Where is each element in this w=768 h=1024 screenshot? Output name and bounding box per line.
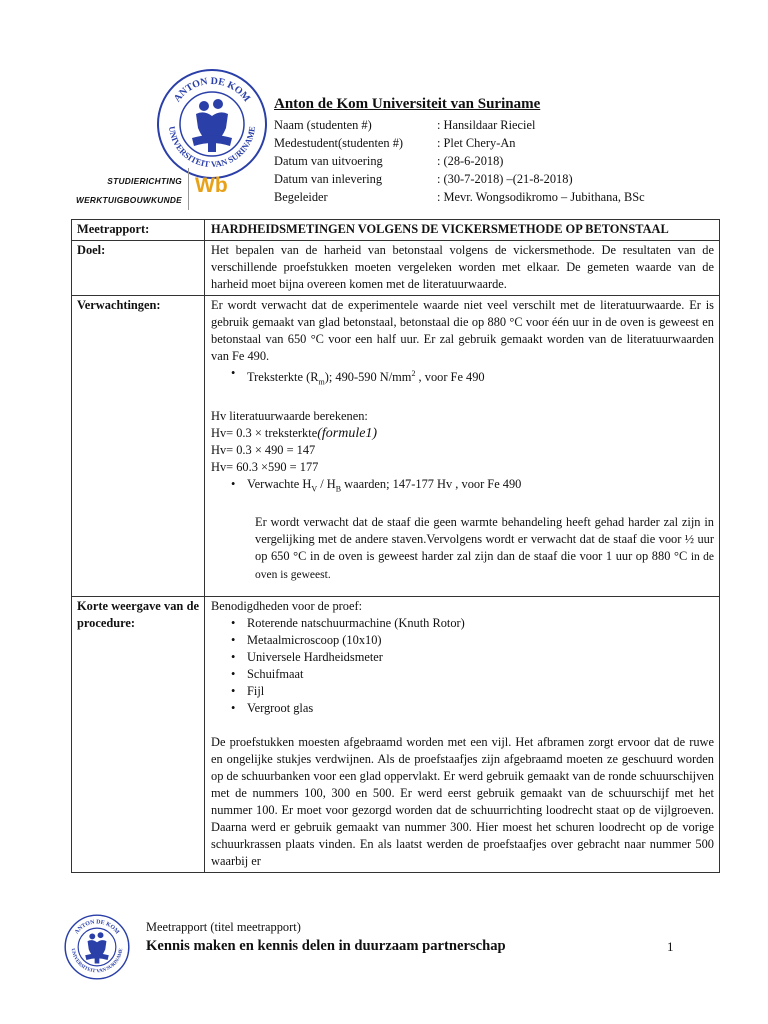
treksterkte-item: • Treksterkte $(R_m)$; 490-590 $N/mm^2$ , voor Fe 490 — [247, 365, 714, 391]
hv-line-1: Hv= 0.3 × treksterkte(formule1) — [211, 425, 378, 441]
list-item: • Metaalmicroscoop (10x10) — [247, 632, 714, 649]
info-row-begeleider: Begeleider : Mevr. Wongsodikromo – Jubithana, BSc — [274, 190, 645, 204]
list-item: • Roterende natschuurmachine (Knuth Rotor) — [247, 615, 714, 632]
row-doel — [72, 241, 720, 296]
hv-line-2: Hv= 0.3 × 490 = 147 — [211, 442, 316, 457]
hv-line-3: Hv= 60.3 ×590 = 177 — [211, 459, 319, 474]
benodigdheden-list — [211, 615, 714, 717]
verwachte-item: • Verwachte $H_V / H_B$ waarden; 147-177 Hv , voor Fe 490 — [247, 476, 714, 497]
row-meetrapport — [72, 220, 720, 241]
verwachtingen-label: Verwachtingen: — [72, 296, 205, 597]
doel-label: Doel: — [72, 241, 205, 296]
verwachtingen-intro: Er wordt verwacht dat de experimentele waarde niet veel verschilt met de literatuurwaarde. Er is gebruik gemaakt van glad betonstaal, betonstaal die op 880 °C voor één uur in de oven is geweest en betonstaal van 650 °C voor een half uur. Er zal gebruik gemaakt worden van de literatuurwaarden van Fe 490. — [211, 298, 714, 363]
treksterkte-list — [211, 365, 714, 391]
page-number: 1 — [667, 939, 674, 954]
svg-text:ANTON DE KOM: ANTON DE KOM — [73, 919, 121, 936]
footer-subtitle: Meetrapport (titel meetrapport) — [146, 920, 301, 934]
header-divider — [188, 168, 189, 210]
svg-text:ANTON DE KOM: ANTON DE KOM — [171, 75, 253, 105]
spacer — [211, 717, 714, 734]
benodigdheden-heading: Benodigdheden voor de proef: — [211, 599, 363, 613]
hv-heading: Hv literatuurwaarde berekenen: — [211, 408, 368, 423]
doel-text: Het bepalen van de harheid van betonstaal volgens de vickersmethode. De resultaten van de verschillende proefstukken moeten vergeleken worden met elkaar. De gemeten waarde van de harheid moet bijna overeen komen met de literatuurwaarde. — [205, 241, 720, 296]
verwachte-list — [211, 476, 714, 497]
wb-logo-text: Wb — [195, 174, 228, 197]
svg-text:UNIVERSITEIT VAN SURINAME: UNIVERSITEIT VAN SURINAME — [69, 948, 125, 975]
studierichting-text: STUDIERICHTING — [107, 176, 182, 186]
row-procedure — [72, 597, 720, 873]
info-row-medestudent: Medestudent(studenten #) : Plet Chery-An — [274, 136, 516, 150]
footer-seal-logo — [64, 914, 130, 980]
university-seal-logo — [156, 68, 268, 180]
meetrapport-label: Meetrapport: — [72, 220, 205, 241]
report-table — [71, 219, 720, 873]
info-row-naam: Naam (studenten #) : Hansildaar Rieciel — [274, 118, 536, 132]
spacer — [211, 391, 714, 408]
row-verwachtingen — [72, 296, 720, 597]
verwachtingen-content — [205, 296, 720, 597]
report-info-block — [274, 116, 645, 206]
footer-slogan: Kennis maken en kennis delen in duurzaam partnerschap — [146, 938, 506, 954]
verwachtingen-paragraph: Er wordt verwacht dat de staaf die geen warmte behandeling heeft gehad harder zal zijn in vergelijking met de andere staven.Vervolgens wordt er verwacht dat de staaf die voor ½ uur op 650 °C in de oven is geweest harder zal zijn dan de staaf die voor 1 uur op 880 °C in de oven is geweest. — [255, 515, 714, 582]
procedure-label: Korte weergave van de procedure: — [72, 597, 205, 873]
procedure-content — [205, 597, 720, 873]
info-row-datum-inlevering: Datum van inlevering : (30-7-2018) –(21-8-2018) — [274, 172, 573, 186]
procedure-text: De proefstukken moesten afgebraamd worden met een vijl. Het afbramen zorgt ervoor dat de ruwe en ongelijke stukjes verdwijnen. Als de proefstaafjes zijn afgebraamd moeten ze geschuurd worden op de schuurbanken voor een glad oppervlakt. Er werd gebruik gemaakt van de ronde schuurschijven met de nummers 100, 300 en 500. Er werd eerst gebruik gemaakt van de schuurschijf met het nummer 100. Er moet voor gezorgd worden dat de schuurrichting loodrecht staat op de vijlgroeven. Daarna werd er gebruik gemaakt van nummer 300. Hier moest het schuren loodrecht op de vorige schuurkrassen plaats vinden. En als laatst werden de proefstaafjes over gebracht naar nummer 500 waarbij er — [211, 735, 714, 868]
list-item: • Schuifmaat — [247, 666, 714, 683]
formula-label: (formule1) — [317, 425, 378, 441]
meetrapport-title: HARDHEIDSMETINGEN VOLGENS DE VICKERSMETHODE OP BETONSTAAL — [205, 220, 720, 241]
spacer — [211, 497, 714, 514]
studierichting-label — [40, 172, 182, 210]
list-item: • Universele Hardheidsmeter — [247, 649, 714, 666]
list-item: • Fijl — [247, 683, 714, 700]
list-item: • Vergroot glas — [247, 700, 714, 717]
svg-text:UNIVERSITEIT VAN SURINAME: UNIVERSITEIT VAN SURINAME — [166, 125, 257, 170]
werktuigbouwkunde-text: WERKTUIGBOUWKUNDE — [75, 195, 182, 205]
university-title: Anton de Kom Universiteit van Suriname — [274, 96, 541, 112]
info-row-datum-uitvoering: Datum van uitvoering : (28-6-2018) — [274, 154, 504, 168]
